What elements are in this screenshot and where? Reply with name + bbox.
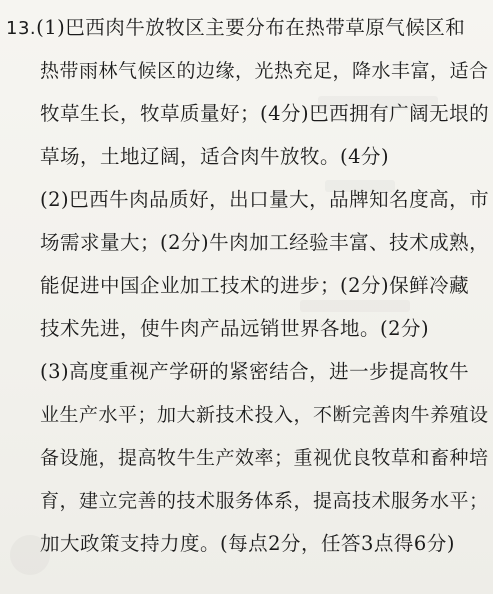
- answer-line-8: 技术先进，使牛肉产品远销世界各地。(2分): [40, 317, 430, 340]
- answer-line-5: (2)巴西牛肉品质好，出口量大，品牌知名度高，市: [40, 188, 490, 211]
- answer-line-2: 热带雨林气候区的边缘，光热充足，降水丰富，适合: [40, 60, 489, 82]
- answer-line-11: 备设施，提高牧牛生产效率；重视优良牧草和畜种培: [40, 447, 489, 469]
- answer-line-3: 牧草生长，牧草质量好；(4分)巴西拥有广阔无垠的: [40, 102, 490, 125]
- answer-line-9: (3)高度重视产学研的紧密结合，进一步提高牧牛: [40, 360, 470, 383]
- answer-line-4: 草场，土地辽阔，适合肉牛放牧。(4分): [40, 145, 390, 168]
- answer-line-13: 加大政策支持力度。(每点2分，任答3点得6分): [40, 532, 455, 555]
- answer-text: (1)巴西肉牛放牧区主要分布在热带草原气候区和: [36, 16, 466, 39]
- question-number: 13.: [6, 18, 37, 39]
- answer-line-12: 育，建立完善的技术服务体系，提高技术服务水平；: [40, 490, 489, 512]
- show-through-mark: [300, 300, 410, 312]
- answer-line-1: [6, 16, 465, 41]
- answer-line-6: 场需求量大；(2分)牛肉加工经验丰富、技术成熟，: [40, 231, 490, 254]
- answer-line-7: 能促进中国企业加工技术的进步；(2分)保鲜冷藏: [40, 274, 470, 297]
- answer-line-10: 业生产水平；加大新技术投入，不断完善肉牛养殖设: [40, 404, 489, 426]
